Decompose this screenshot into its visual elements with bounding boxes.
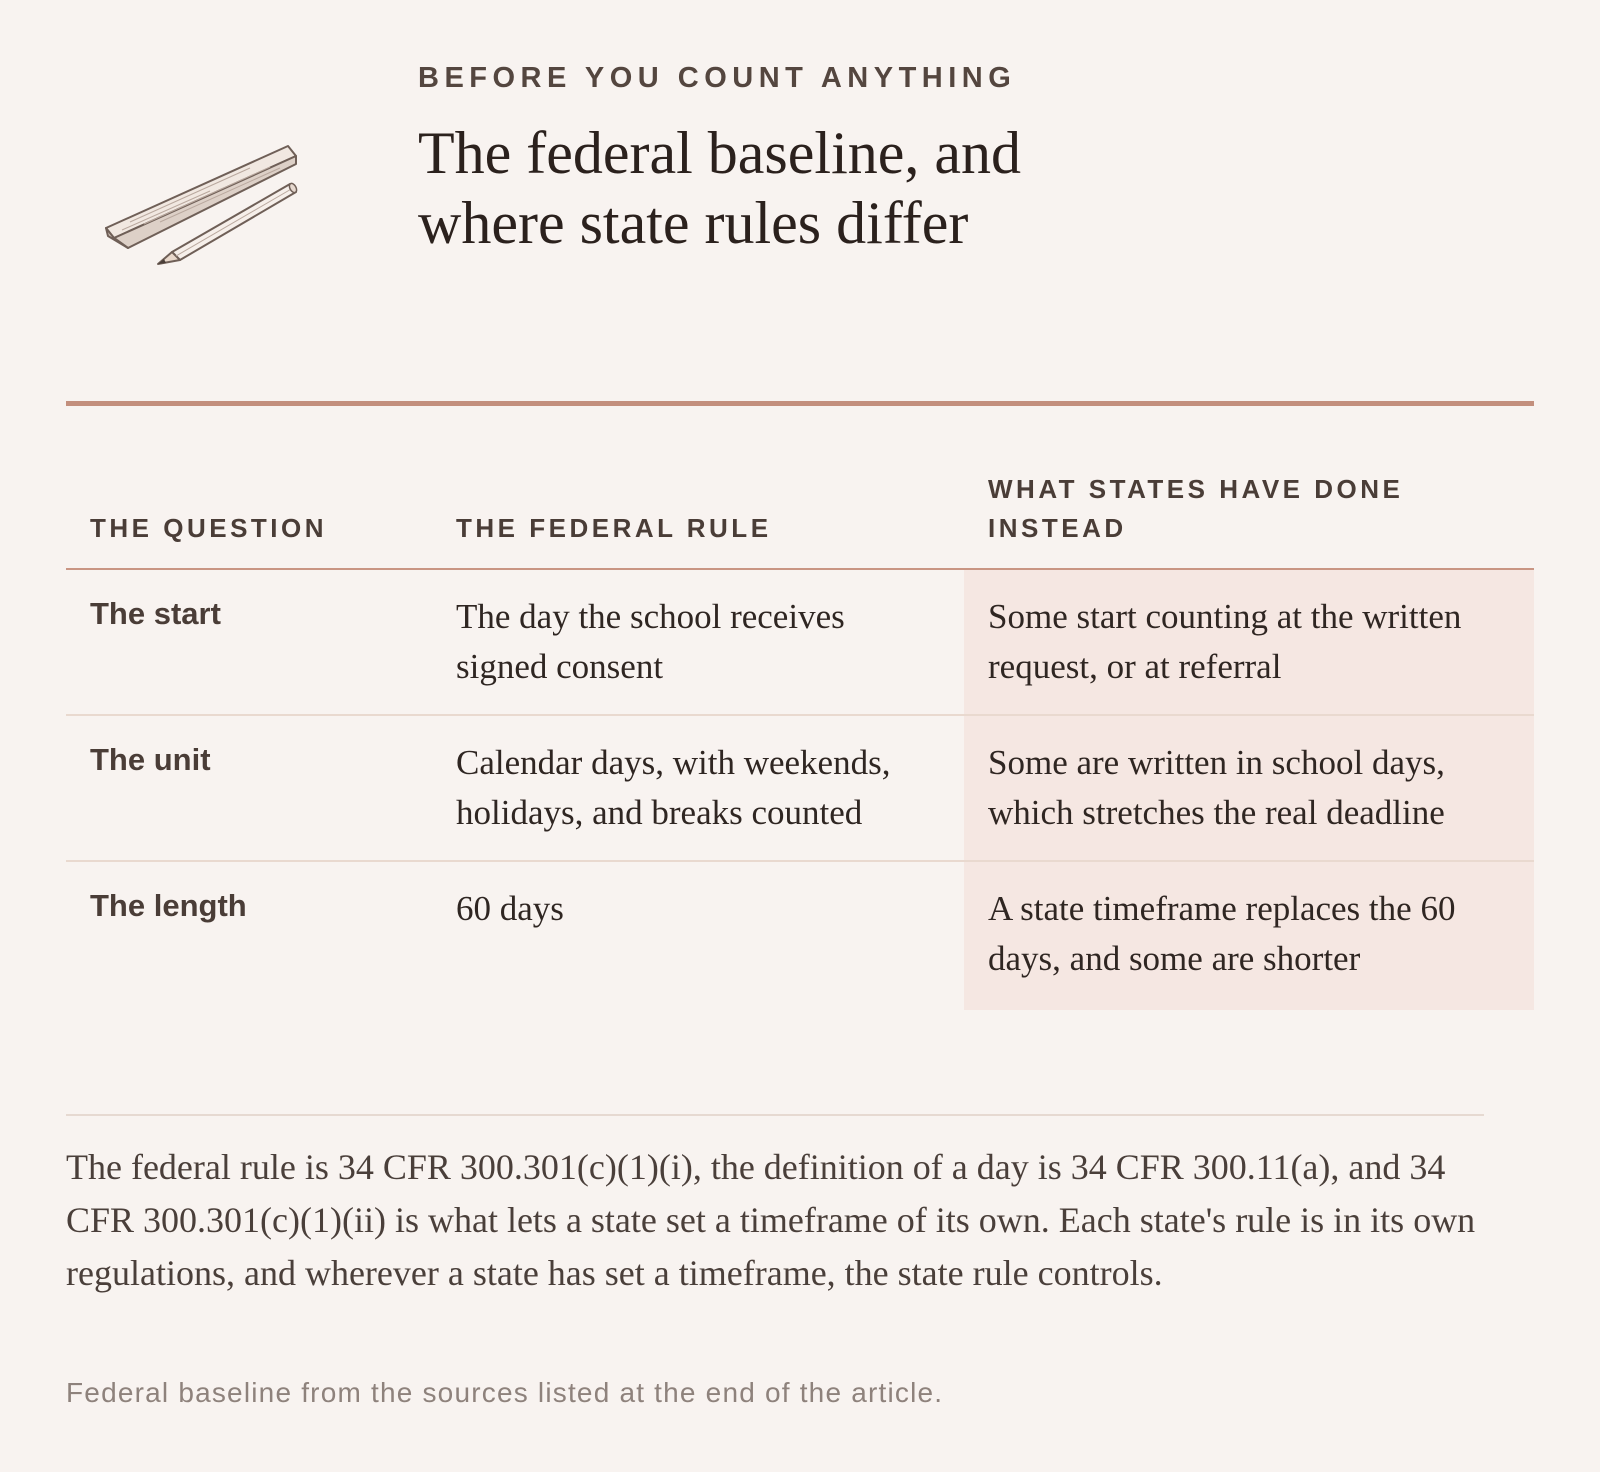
column-header-states: WHAT STATES HAVE DONE INSTEAD [964,470,1534,569]
legal-citation-note: The federal rule is 34 CFR 300.301(c)(1)(i), the definition of a day is 34 CFR 300.11(a), and 34 CFR 300.301(c)(1)(ii) is what lets a state set a timeframe of its own. Each state's rule is in its own regulations, and wherever a state has set a timeframe, the state rule controls. [66,1147,1476,1293]
page-title: The federal baseline, and where state rules differ [418,120,1022,256]
section-eyebrow: BEFORE YOU COUNT ANYTHING [418,62,1017,94]
question-cell: The start [66,569,432,715]
state-variation-cell: Some are written in school days, which stretches the real deadline [964,715,1534,861]
table-row [66,715,1534,861]
footer-divider [66,1114,1484,1116]
federal-rule-cell: The day the school receives signed consent [432,569,964,715]
federal-rule-cell: Calendar days, with weekends, holidays, and breaks counted [432,715,964,861]
state-variation-cell: Some start counting at the written request, or at referral [964,569,1534,715]
accent-divider [66,401,1534,406]
state-variation-cell: A state timeframe replaces the 60 days, and some are shorter [964,861,1534,1010]
column-header-question: THE QUESTION [66,470,432,569]
table-row [66,861,1534,1010]
federal-rule-cell: 60 days [456,889,564,928]
column-header-federal-rule: THE FEDERAL RULE [432,470,964,569]
table-header-row [66,470,1534,569]
baseline-table [66,470,1534,1010]
source-caption: Federal baseline from the sources listed at the end of the article. [66,1377,944,1408]
question-cell: The unit [66,715,432,861]
table-row [66,569,1534,715]
question-cell: The length [90,888,247,923]
ruler-and-pencil-icon [100,140,310,270]
